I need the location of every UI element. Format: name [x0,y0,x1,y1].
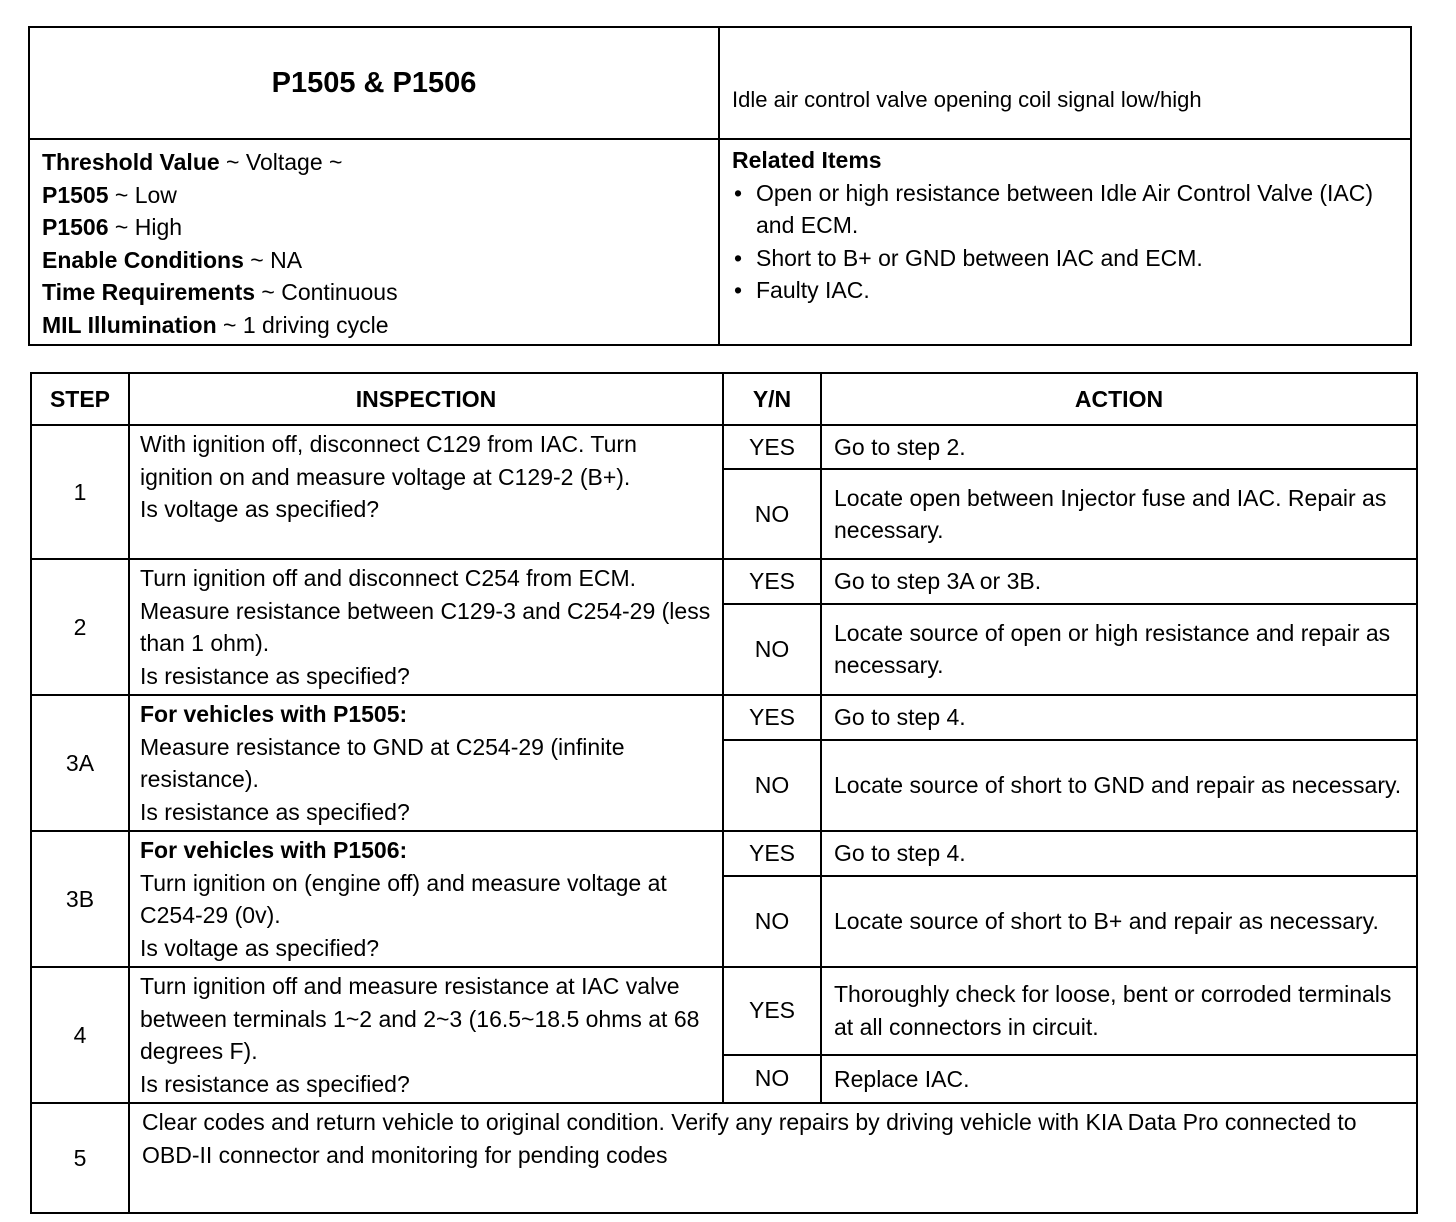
related-items-list [732,177,1396,307]
step-number: 5 [31,1103,129,1213]
dtc-description: Idle air control valve opening coil signal low/high [719,27,1411,139]
inspection-heading: For vehicles with P1505: [140,701,408,727]
condition-line: MIL Illumination ~ 1 driving cycle [42,311,389,338]
condition-line: Enable Conditions ~ NA [42,246,303,273]
step-number: 2 [31,559,129,695]
yes-label: YES [723,831,821,876]
inspection-text: Turn ignition off and disconnect C254 from ECM. Measure resistance between C129-3 and C254-29 (less than 1 ohm). Is resistance as specified? [140,565,711,689]
yes-action: Go to step 4. [821,695,1417,740]
step-number: 3A [31,695,129,831]
step-number: 1 [31,425,129,559]
column-header-action: ACTION [821,373,1417,425]
diagnostic-steps-table [30,372,1418,1214]
condition-line: P1505 ~ Low [42,181,177,208]
no-label: NO [723,740,821,831]
step-row [31,831,1417,876]
inspection-text: With ignition off, disconnect C129 from IAC. Turn ignition on and measure voltage at C129-2 (B+). Is voltage as specified? [140,431,637,522]
conditions-cell [29,139,719,345]
inspection-text: Measure resistance to GND at C254-29 (infinite resistance). Is resistance as specified? [140,733,625,825]
step-row [31,695,1417,740]
no-action: Locate source of short to GND and repair as necessary. [821,740,1417,831]
final-step-text: Clear codes and return vehicle to original condition. Verify any repairs by driving vehicle with KIA Data Pro connected to OBD-II connector and monitoring for pending codes [129,1103,1417,1213]
related-item: • Open or high resistance between Idle Air Control Valve (IAC) and ECM. [732,177,1396,242]
step-row [31,967,1417,1055]
inspection-cell [129,695,723,831]
no-label: NO [723,604,821,695]
yes-action: Go to step 4. [821,831,1417,876]
column-header-yn: Y/N [723,373,821,425]
related-items-cell [719,139,1411,345]
no-action: Locate source of open or high resistance and repair as necessary. [821,604,1417,695]
inspection-cell [129,967,723,1103]
yes-action: Go to step 3A or 3B. [821,559,1417,604]
no-action: Locate source of short to B+ and repair as necessary. [821,876,1417,967]
dtc-code-title: P1505 & P1506 [29,27,719,139]
column-header-step: STEP [31,373,129,425]
yes-action: Thoroughly check for loose, bent or corroded terminals at all connectors in circuit. [821,967,1417,1055]
related-item: • Short to B+ or GND between IAC and ECM. [732,242,1396,275]
yes-label: YES [723,559,821,604]
yes-label: YES [723,967,821,1055]
dtc-header-table [28,26,1412,346]
yes-label: YES [723,695,821,740]
yes-label: YES [723,425,821,469]
inspection-cell [129,425,723,559]
inspection-text: Turn ignition off and measure resistance at IAC valve between terminals 1~2 and 2~3 (16.5~18.5 ohms at 68 degrees F). Is resistance as specified? [140,973,700,1097]
no-action: Locate open between Injector fuse and IAC. Repair as necessary. [821,469,1417,559]
header-row [31,373,1417,425]
no-label: NO [723,876,821,967]
inspection-text: Turn ignition on (engine off) and measure voltage at C254-29 (0v). Is voltage as specified? [140,869,667,961]
related-item: • Faulty IAC. [732,274,1396,307]
condition-line: Time Requirements ~ Continuous [42,279,398,305]
yes-action: Go to step 2. [821,425,1417,469]
step-number: 4 [31,967,129,1103]
no-label: NO [723,469,821,559]
step-row [31,559,1417,604]
step-number: 3B [31,831,129,967]
inspection-cell [129,559,723,695]
no-action: Replace IAC. [821,1055,1417,1103]
condition-line: Threshold Value ~ Voltage ~ [42,149,343,175]
final-step-row [31,1103,1417,1213]
related-items-title: Related Items [732,147,882,173]
step-row [31,425,1417,469]
inspection-heading: For vehicles with P1506: [140,837,408,863]
condition-line: P1506 ~ High [42,214,183,240]
inspection-cell [129,831,723,967]
column-header-inspection: INSPECTION [129,373,723,425]
no-label: NO [723,1055,821,1103]
